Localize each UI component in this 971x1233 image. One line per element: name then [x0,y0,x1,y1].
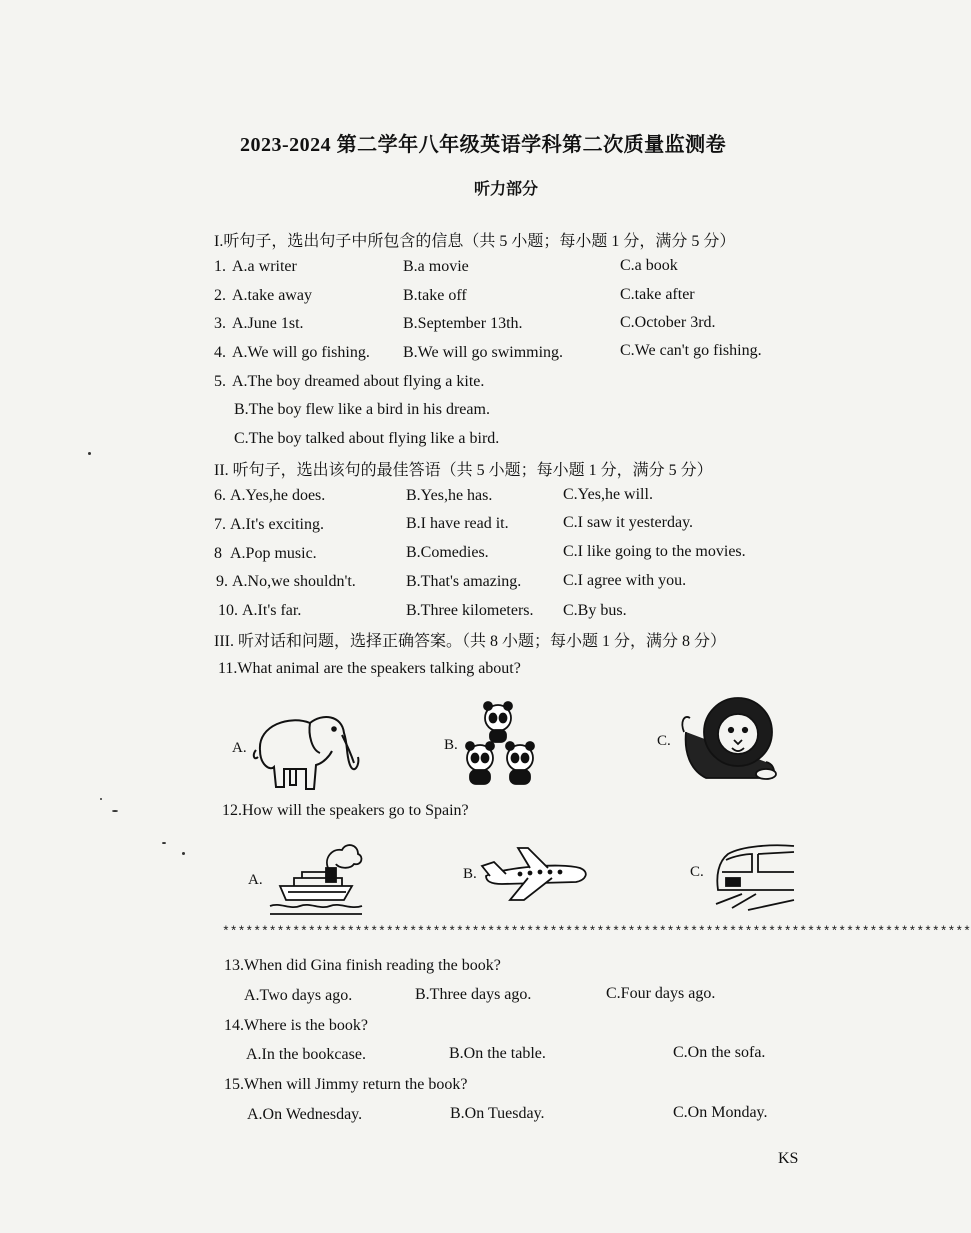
q5-number: 5. [214,373,226,390]
q15-option-a: A.On Wednesday. [247,1106,363,1123]
q11-option-b-label: B. [444,737,458,753]
q13-option-b: B.Three days ago. [415,986,532,1003]
q14-option-b: B.On the table. [449,1045,546,1062]
q9-option-b: B.That's amazing. [406,573,522,590]
q6-option-c: C.Yes,he will. [563,486,653,503]
q12-option-b-label: B. [463,866,477,882]
q2-option-c: C.take after [620,286,695,303]
ship-icon [266,838,366,925]
q3-option-b: B.September 13th. [403,315,523,332]
section1-instruction: I.听句子，选出句子中所包含的信息（共 5 小题；每小题 1 分，满分 5 分） [214,233,736,250]
q4-option-b: B.We will go swimming. [403,344,564,361]
section-divider: ************************************************************************************************ [222,924,971,939]
q12-text: 12.How will the speakers go to Spain? [222,802,469,819]
q2-option-a: A.take away [232,287,312,304]
q5-option-b: B.The boy flew like a bird in his dream. [234,401,490,418]
scan-speck [182,852,185,855]
plane-icon [480,838,590,909]
q13-option-a: A.Two days ago. [244,987,353,1004]
q11-option-c-label: C. [657,733,671,749]
q3-option-c: C.October 3rd. [620,314,716,331]
q14-option-c: C.On the sofa. [673,1044,766,1061]
q7-option-c: C.I saw it yesterday. [563,514,694,531]
q15-option-b: B.On Tuesday. [450,1105,545,1122]
scan-speck [88,452,91,455]
page-title: 2023-2024 第二学年八年级英语学科第二次质量监测卷 [240,134,727,156]
q10-option-c: C.By bus. [563,602,627,619]
q3-number: 3. [214,315,226,332]
q4-option-a: A.We will go fishing. [232,344,370,361]
q6-option-b: B.Yes,he has. [406,487,493,504]
q1-option-a: A.a writer [232,258,297,275]
q7-option-b: B.I have read it. [406,515,509,532]
q5-option-c: C.The boy talked about flying like a bird. [234,430,500,447]
scan-speck [100,798,102,800]
q8-number: 8 [214,545,222,562]
q11-option-a-label: A. [232,740,247,756]
q6-number: 6. [214,487,226,504]
elephant-icon [250,705,365,800]
q7-option-a: A.It's exciting. [230,516,324,533]
lion-icon [676,692,782,789]
section3-instruction: III. 听对话和问题，选择正确答案。（共 8 小题；每小题 1 分，满分 8 分） [214,633,726,650]
q1-option-b: B.a movie [403,258,469,275]
q6-option-a: A.Yes,he does. [230,487,326,504]
q7-number: 7. [214,516,226,533]
scan-speck [112,810,118,812]
q8-option-b: B.Comedies. [406,544,489,561]
q8-option-c: C.I like going to the movies. [563,543,746,560]
q12-option-a-label: A. [248,872,263,888]
q11-text: 11.What animal are the speakers talking about? [218,660,521,677]
q5-option-a: A.The boy dreamed about flying a kite. [232,373,485,390]
scan-speck [162,842,166,844]
page-corner-mark: KS [778,1150,799,1167]
q10-option-b: B.Three kilometers. [406,602,534,619]
q2-option-b: B.take off [403,287,467,304]
q9-option-c: C.I agree with you. [563,572,687,589]
q13-text: 13.When did Gina finish reading the book? [224,957,501,974]
q9-number: 9. [216,573,228,590]
q15-option-c: C.On Monday. [673,1104,768,1121]
q10-number: 10. [218,602,238,619]
train-icon [712,838,794,915]
q1-number: 1. [214,258,226,275]
section2-instruction: II. 听句子，选出该句的最佳答语（共 5 小题；每小题 1 分，满分 5 分） [214,462,713,479]
q12-option-c-label: C. [690,864,704,880]
q13-option-c: C.Four days ago. [606,985,716,1002]
q14-option-a: A.In the bookcase. [246,1046,366,1063]
pandas-icon [460,698,544,795]
q2-number: 2. [214,287,226,304]
q8-option-a: A.Pop music. [230,545,317,562]
q10-option-a: A.It's far. [242,602,302,619]
q4-option-c: C.We can't go fishing. [620,342,762,359]
q15-text: 15.When will Jimmy return the book? [224,1076,468,1093]
q3-option-a: A.June 1st. [232,315,304,332]
q14-text: 14.Where is the book? [224,1017,368,1034]
q9-option-a: A.No,we shouldn't. [232,573,356,590]
q4-number: 4. [214,344,226,361]
section-title-listening: 听力部分 [474,181,539,198]
q1-option-c: C.a book [620,257,678,274]
